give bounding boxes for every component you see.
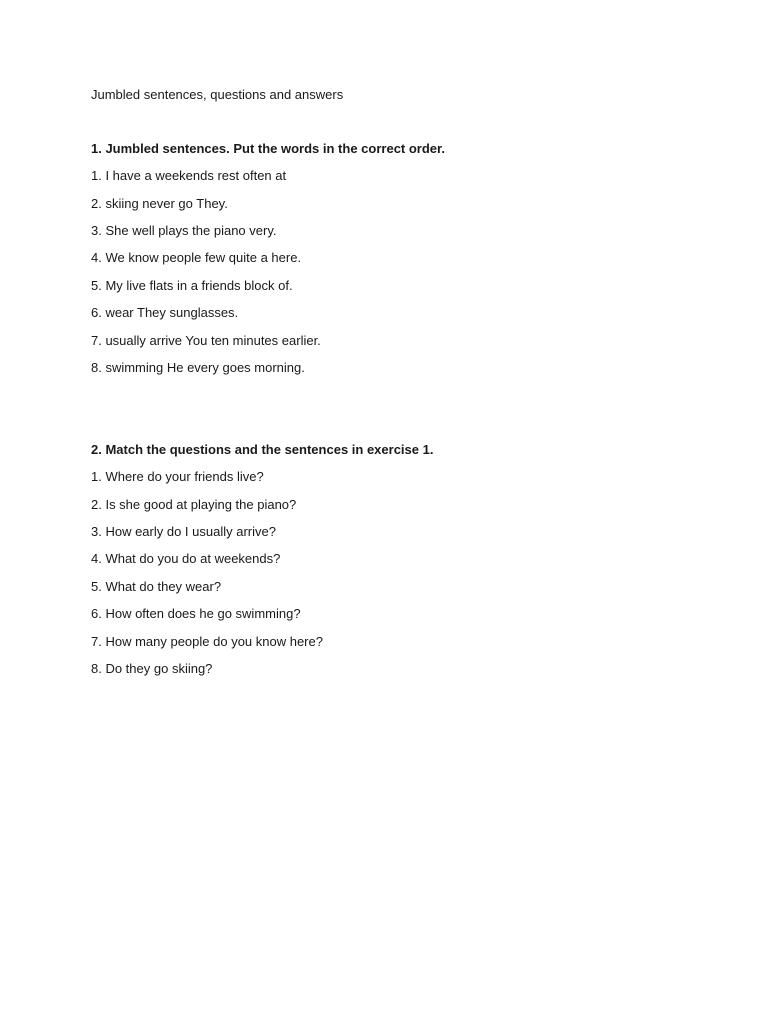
list-item: 7. How many people do you know here? [91, 633, 323, 649]
exercise-2-section [91, 441, 433, 687]
list-item: 1. I have a weekends rest often at [91, 168, 287, 184]
list-item: 6. How often does he go swimming? [91, 606, 301, 622]
list-item: 2. Is she good at playing the piano? [91, 496, 297, 512]
exercise-1-section [91, 140, 445, 386]
list-item: 8. swimming He every goes morning. [91, 359, 305, 375]
list-item: 4. We know people few quite a here. [91, 250, 302, 266]
list-item: 5. What do they wear? [91, 578, 222, 594]
list-item: 1. Where do your friends live? [91, 469, 264, 485]
exercise-1-heading: 1. Jumbled sentences. Put the words in the correct order. [91, 141, 445, 156]
exercise-2-heading: 2. Match the questions and the sentences in exercise 1. [91, 442, 434, 457]
list-item: 3. She well plays the piano very. [91, 222, 277, 238]
exercise-1-list [91, 167, 445, 377]
list-item: 7. usually arrive You ten minutes earlier. [91, 332, 321, 348]
list-item: 3. How early do I usually arrive? [91, 523, 276, 539]
list-item: 2. skiing never go They. [91, 195, 228, 211]
list-item: 4. What do you do at weekends? [91, 551, 281, 567]
list-item: 8. Do they go skiing? [91, 660, 213, 676]
list-item: 6. wear They sunglasses. [91, 305, 239, 321]
document-title: Jumbled sentences, questions and answers [91, 87, 344, 102]
exercise-2-list [91, 468, 433, 678]
list-item: 5. My live flats in a friends block of. [91, 277, 293, 293]
